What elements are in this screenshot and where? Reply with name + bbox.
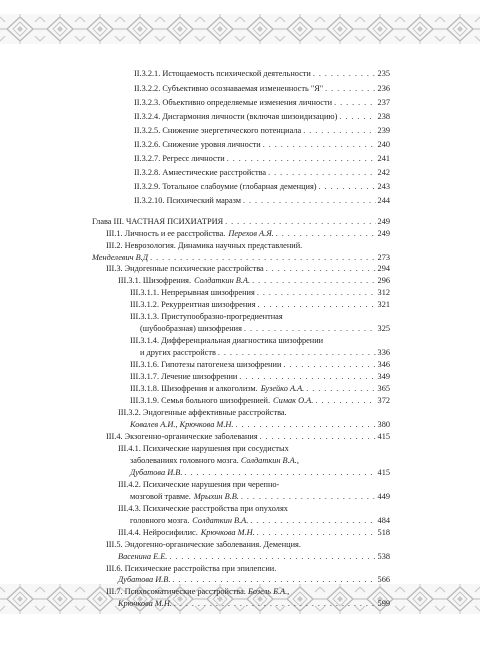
toc-entry-title: III.4.2. Психические нарушения при черепно-	[118, 480, 280, 489]
toc-entry[interactable]: II.3.2.9. Тотальное слабоумие (глобарная деменция) . . . 243	[134, 182, 390, 192]
toc-entry[interactable]: III.4.4. Нейросифилис. Крючкова М.Н. . . . 518	[118, 528, 390, 538]
toc-entry-title: III.6. Психические расстройства при эпилепсии.	[106, 564, 277, 573]
toc-entry-title: III.3.1.3. Приступообразно-прогредиентная	[130, 312, 283, 321]
toc-entry[interactable]: мозговой травме. Мрыхин В.В. . . . 449	[130, 492, 390, 502]
toc-entry[interactable]: III.3. Эндогенные психические расстройства . . . 294	[106, 264, 390, 274]
toc-entry-title: III.3.2. Эндогенные аффективные расстройства.	[118, 408, 287, 417]
toc-entry[interactable]: III.3.1.7. Лечение шизофрении . . . 349	[130, 372, 390, 382]
toc-entry-title: III.2. Неврозология. Динамика научных представлений.	[106, 241, 303, 250]
toc-entry-title: III.5. Эндогенно-органические заболевания. Деменция.	[106, 540, 301, 549]
toc-entry-title: III.4.3. Психические расстройства при опухолях	[118, 504, 288, 513]
toc-entry[interactable]: II.3.2.1. Истощаемость психической деятельности . . . 235	[134, 69, 390, 79]
toc-entry[interactable]: II.3.2.7. Регресс личности . . . 241	[134, 154, 390, 164]
toc-entry[interactable]: Менделевич В.Д . . . 273	[92, 253, 390, 263]
toc-entry[interactable]: Дубатова И.В. . . . 415	[130, 468, 390, 478]
toc-entry[interactable]: Дубатова И.В. . . . 566	[118, 575, 390, 585]
toc-entry[interactable]: и других расстройств . . . 336	[140, 348, 390, 358]
toc-entry[interactable]: III.3.1.6. Гипотезы патогенеза шизофрении . . . 346	[130, 360, 390, 370]
toc-entry[interactable]: III.3.1.9. Семья больного шизофренией. Симак О.А. . . . 372	[130, 396, 390, 406]
toc-chapter[interactable]: Глава III. ЧАСТНАЯ ПСИХИАТРИЯ . . . 249	[92, 217, 390, 227]
toc-entry[interactable]: II.3.2.2. Субъективно осознаваемая измененность "Я" . . . 236	[134, 84, 390, 94]
toc-entry[interactable]: Ковалев А.И., Крючкова М.Н. . . . 380	[130, 420, 390, 430]
toc-entry[interactable]: II.3.2.6. Снижение уровня личности . . . 240	[134, 140, 390, 150]
toc-entry[interactable]: III.3.1.1. Непрерывная шизофрения . . . 312	[130, 288, 390, 298]
toc-entry[interactable]: III.4. Экзогенно-органические заболевания . . . 415	[106, 432, 390, 442]
toc-entry[interactable]: III.3.1.2. Рекуррентная шизофрения . . . 321	[130, 300, 390, 310]
toc-entry[interactable]: III.3.1.8. Шизофрения и алкоголизм. Бузейко А.А. . . . 365	[130, 384, 390, 394]
toc-entry-title: заболеваниях головного мозга. Солдаткин В.А.,	[130, 456, 299, 465]
toc-entry[interactable]: (шубообразная) шизофрения . . . 325	[140, 324, 390, 334]
toc-entry[interactable]: III.3.1. Шизофрения. Солдаткин В.А. . . . 296	[118, 276, 390, 286]
toc-entry[interactable]: головного мозга. Солдаткин В.А. . . . 484	[130, 516, 390, 526]
toc-entry-title: III.4.1. Психические нарушения при сосудистых	[118, 444, 289, 453]
toc-entry[interactable]: Крючкова М.Н. . . . 599	[118, 599, 390, 609]
toc-entry[interactable]: III.1. Личность и ее расстройства. Перехов А.Я. . . . 249	[106, 229, 390, 239]
toc-entry[interactable]: II.3.2.5. Снижение энергетического потенциала . . . 239	[134, 126, 390, 136]
toc-entry[interactable]: Васенина Е.Е. . . . 538	[118, 552, 390, 562]
toc-entry[interactable]: II.3.2.10. Психический маразм . . . 244	[134, 196, 390, 206]
toc-entry-title: III.3.1.4. Дифференциальная диагностика шизофрении	[130, 336, 324, 345]
toc-entry[interactable]: II.3.2.3. Объективно определяемые изменения личности . . . 237	[134, 98, 390, 108]
toc-entry-title: III.7. Психосоматические расстройства. Бозель Б.А.,	[106, 587, 290, 596]
toc-entry[interactable]: II.3.2.8. Амнестические расстройства . . . 242	[134, 168, 390, 178]
toc-entry[interactable]: II.3.2.4. Дисгармония личности (включая шизоидизацию) . . . 238	[134, 112, 390, 122]
